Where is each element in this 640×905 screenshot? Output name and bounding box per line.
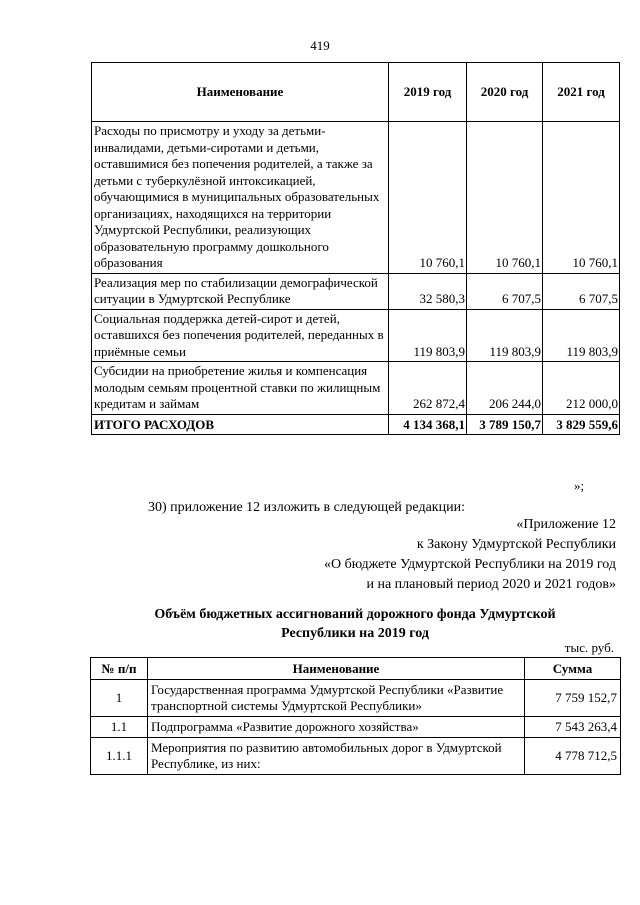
road-fund-table: [90, 657, 621, 775]
row-name: Подпрограмма «Развитие дорожного хозяйства»: [148, 717, 525, 738]
header-2020: 2020 год: [467, 63, 543, 122]
header-name: Наименование: [92, 63, 389, 122]
table-row: [91, 738, 621, 775]
section-heading: [90, 605, 620, 643]
table-row: [91, 680, 621, 717]
appendix-reference: [324, 515, 616, 595]
total-row: [92, 414, 620, 434]
header-2019: 2019 год: [389, 63, 467, 122]
row-name: Государственная программа Удмуртской Республики «Развитие транспортной системы Удмуртской Республики»: [148, 680, 525, 717]
expenses-header-row: [92, 63, 620, 122]
row-value-2020: 206 244,0: [467, 362, 543, 415]
row-value-2019: 119 803,9: [389, 309, 467, 362]
instruction-text: 30) приложение 12 изложить в следующей редакции:: [148, 500, 465, 515]
row-number: 1.1.1: [91, 738, 148, 775]
row-value-2019: 10 760,1: [389, 122, 467, 274]
table-row: [92, 309, 620, 362]
header-number: № п/п: [91, 658, 148, 680]
row-name: Социальная поддержка детей-сирот и детей, оставшихся без попечения родителей, переданных в приёмные семьи: [92, 309, 389, 362]
row-sum: 7 543 263,4: [525, 717, 621, 738]
road-fund-header-row: [91, 658, 621, 680]
appendix-line: к Закону Удмуртской Республики: [416, 537, 616, 552]
row-number: 1.1: [91, 717, 148, 738]
row-value-2021: 119 803,9: [543, 309, 620, 362]
header-name: Наименование: [148, 658, 525, 680]
row-value-2021: 10 760,1: [543, 122, 620, 274]
row-value-2020: 10 760,1: [467, 122, 543, 274]
total-2019: 4 134 368,1: [389, 414, 467, 434]
row-value-2019: 32 580,3: [389, 273, 467, 309]
appendix-line: «Приложение 12: [516, 517, 616, 532]
row-name: Субсидии на приобретение жилья и компенсация молодым семьям процентной ставки по жилищным кредитам и займам: [92, 362, 389, 415]
table-row: [92, 362, 620, 415]
row-value-2021: 212 000,0: [543, 362, 620, 415]
row-name: Мероприятия по развитию автомобильных дорог в Удмуртской Республике, из них:: [148, 738, 525, 775]
appendix-line: «О бюджете Удмуртской Республики на 2019 год: [323, 557, 616, 572]
row-name: Расходы по присмотру и уходу за детьми-инвалидами, детьми-сиротами и детьми, оставшимися без попечения родителей, а также за детьми с туберкулёзной интоксикацией, обучающимися в муниципальных образовательных организациях, находящихся на территории Удмуртской Республики, реализующих образовательную программу дошкольного образования: [92, 122, 389, 274]
row-sum: 4 778 712,5: [525, 738, 621, 775]
heading-line: Объём бюджетных ассигнований дорожного фонда Удмуртской: [154, 607, 556, 622]
row-sum: 7 759 152,7: [525, 680, 621, 717]
heading-line: Республики на 2019 год: [281, 626, 429, 641]
expenses-table: [91, 62, 620, 435]
closing-quote: »;: [574, 478, 585, 493]
table-row: [91, 717, 621, 738]
units-label: тыс. руб.: [564, 640, 614, 655]
row-number: 1: [91, 680, 148, 717]
appendix-line: и на плановый период 2020 и 2021 годов»: [366, 577, 616, 592]
row-name: Реализация мер по стабилизации демографической ситуации в Удмуртской Республике: [92, 273, 389, 309]
header-2021: 2021 год: [543, 63, 620, 122]
total-2020: 3 789 150,7: [467, 414, 543, 434]
table-row: [92, 122, 620, 274]
row-value-2021: 6 707,5: [543, 273, 620, 309]
row-value-2020: 119 803,9: [467, 309, 543, 362]
total-2021: 3 829 559,6: [543, 414, 620, 434]
row-value-2020: 6 707,5: [467, 273, 543, 309]
page-number: 419: [310, 38, 330, 53]
total-label: ИТОГО РАСХОДОВ: [92, 414, 389, 434]
table-row: [92, 273, 620, 309]
header-sum: Сумма: [525, 658, 621, 680]
row-value-2019: 262 872,4: [389, 362, 467, 415]
